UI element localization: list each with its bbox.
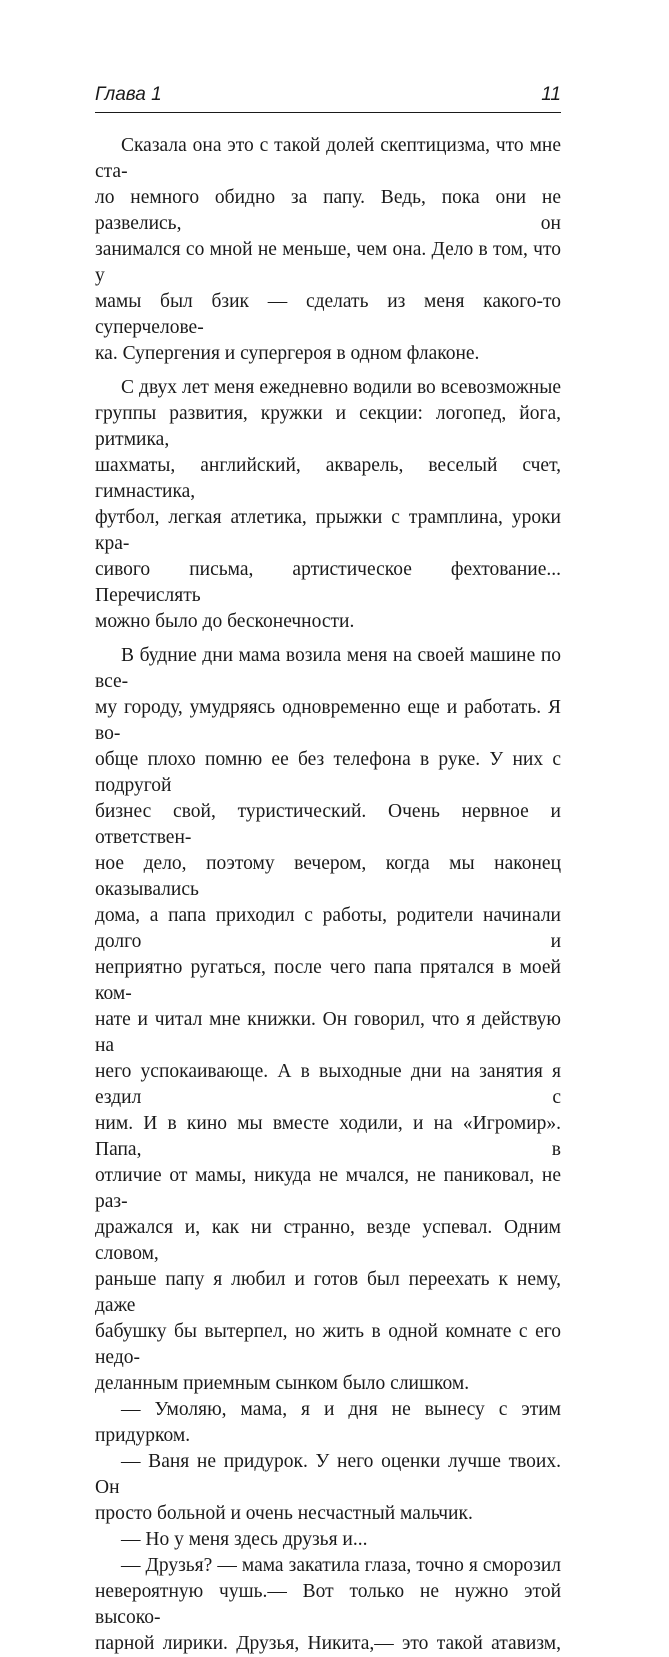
text-line: можно было до бесконечности.	[95, 611, 355, 632]
text-line: С двух лет меня ежедневно водили во всевозможные	[121, 377, 561, 398]
text-line: деланным приемным сынком было слишком.	[95, 1373, 470, 1394]
text-line: ное дело, поэтому вечером, когда мы наконец оказывались	[95, 853, 561, 900]
chapter-label: Глава 1	[95, 84, 162, 105]
dialogue-line: — Ваня не придурок. У него оценки лучше твоих. Он	[95, 1451, 561, 1498]
text-line: невероятную чушь.— Вот только не нужно этой высоко-	[95, 1581, 561, 1628]
text-line: Сказала она это с такой долей скептицизма, что мне ста-	[95, 135, 561, 182]
text-line: обще плохо помню ее без телефона в руке. У них с подругой	[95, 749, 561, 796]
text-line: занимался со мной не меньше, чем она. Дело в том, что у	[95, 239, 561, 286]
text-line: просто больной и очень несчастный мальчик.	[95, 1503, 473, 1524]
text-line: нате и читал мне книжки. Он говорил, что я действую на	[95, 1009, 561, 1056]
text-line: ним. И в кино мы вместе ходили, и на «Игромир». Папа, в	[95, 1113, 561, 1160]
text-line: бабушку бы вытерпел, но жить в одной комнате с его недо-	[95, 1321, 561, 1368]
dialogue-line: — Умоляю, мама, я и дня не вынесу с этим придурком.	[95, 1399, 561, 1446]
text-line: неприятно ругаться, после чего папа прятался в моей ком-	[95, 957, 561, 1004]
text-line: дражался и, как ни странно, везде успевал. Одним словом,	[95, 1217, 561, 1264]
text-line: отличие от мамы, никуда не мчался, не паниковал, не раз-	[95, 1165, 561, 1212]
text-line: дома, а папа приходил с работы, родители начинали долго и	[95, 905, 561, 952]
page-number: 11	[541, 84, 561, 105]
text-body	[95, 133, 561, 1657]
text-line: группы развития, кружки и секции: логопед, йога, ритмика,	[95, 403, 561, 450]
dialogue-line: — Но у меня здесь друзья и...	[121, 1529, 368, 1550]
text-line: мамы был бзик — сделать из меня какого-то суперчелове-	[95, 291, 561, 338]
text-line: шахматы, английский, акварель, веселый счет, гимнастика,	[95, 455, 561, 502]
text-line: раньше папу я любил и готов был переехать к нему, даже	[95, 1269, 561, 1316]
text-line: ка. Супергения и супергероя в одном флаконе.	[95, 343, 480, 364]
running-head	[95, 82, 561, 113]
text-line: му городу, умудряясь одновременно еще и работать. Я во-	[95, 697, 561, 744]
dialogue-line: — Друзья? — мама закатила глаза, точно я сморозил	[121, 1555, 561, 1576]
text-line: парной лирики. Друзья, Никита,— это такой атавизм,	[95, 1633, 561, 1654]
text-line: ло немного обидно за папу. Ведь, пока они не развелись, он	[95, 187, 561, 234]
text-line: сивого письма, артистическое фехтование... Перечислять	[95, 559, 561, 606]
text-line: В будние дни мама возила меня на своей машине по все-	[95, 645, 561, 692]
text-line: футбол, легкая атлетика, прыжки с трамплина, уроки кра-	[95, 507, 561, 554]
text-line: него успокаивающе. А в выходные дни на занятия я ездил с	[95, 1061, 561, 1108]
text-line: бизнес свой, туристический. Очень нервное и ответствен-	[95, 801, 561, 848]
